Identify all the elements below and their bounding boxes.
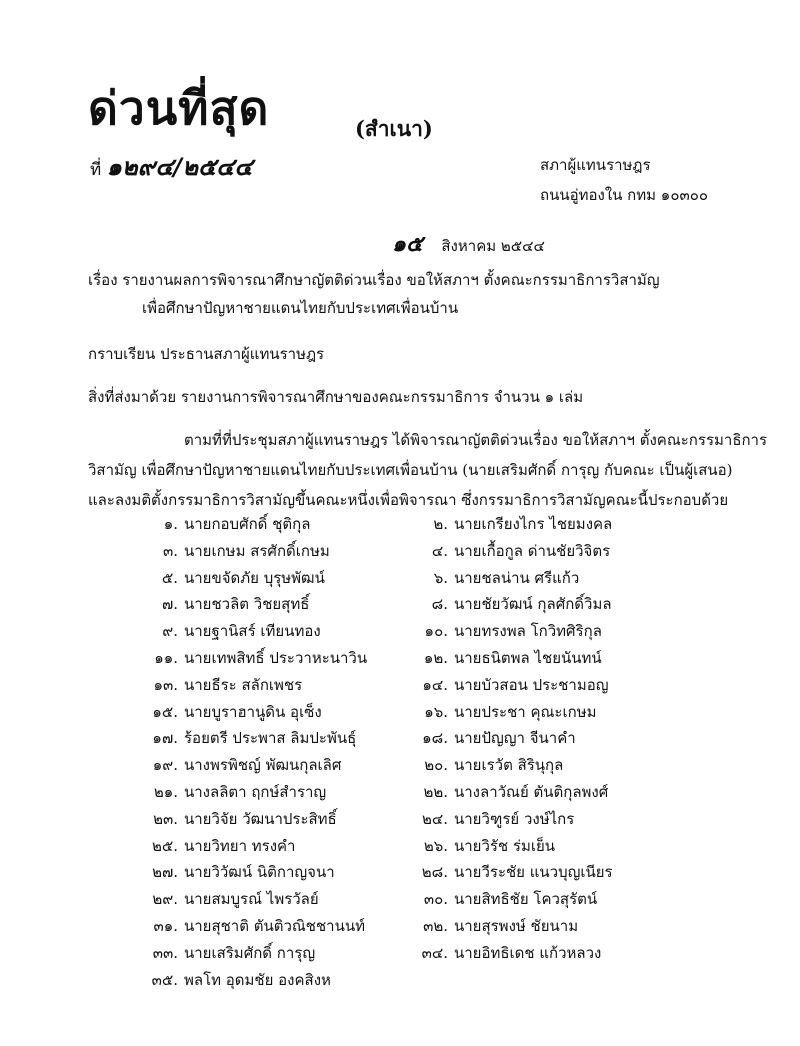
committee-member-item [410, 726, 576, 750]
member-name: นายเกื้อกูล ด่านชัยวิจิตร [454, 541, 611, 560]
committee-member-item [410, 646, 602, 670]
member-number: ๒๐. [424, 756, 448, 775]
member-name: นายธีระ สลักเพชร [184, 675, 303, 694]
committee-member-item [140, 807, 337, 831]
member-number: ๓๐. [423, 890, 448, 909]
committee-member-item [140, 914, 365, 938]
committee-member-item [140, 539, 330, 563]
member-name: นายบัวสอน ประชามอญ [454, 675, 609, 694]
member-name: นางลลิตา ฤกษ์สำราญ [184, 783, 327, 801]
committee-member-item [410, 673, 609, 697]
member-name: นายเรวัต สิรินุกุล [454, 756, 564, 775]
body-paragraph-line-1: ตามที่ที่ประชุมสภาผู้แทนราษฎร ได้พิจารณาญัตติด่วนเรื่อง ขอให้สภาฯ ตั้งคณะกรรมาธิการ [184, 431, 768, 449]
member-number: ๗. [161, 595, 178, 614]
date-day-handwritten: ๑๕ [392, 231, 423, 257]
member-number: ๒. [433, 515, 448, 533]
member-name: นางพรพิชญ์ พัฒนกุลเลิศ [184, 756, 342, 775]
copy-label: (สำเนา) [355, 116, 433, 141]
member-number: ๓๓. [152, 943, 178, 962]
member-name: นายวิจัย วัฒนาประสิทธิ์ [184, 809, 337, 828]
member-name: นายเทพสิทธิ์ ประวาหะนาวิน [184, 649, 368, 667]
member-number: ๒๑. [153, 783, 178, 801]
committee-member-item [140, 887, 319, 911]
doc-number-handwritten: ๑๒๙๔/๒๕๔๔ [106, 153, 253, 181]
member-number: ๓. [162, 541, 178, 560]
sender-address-line2: ถนนอู่ทองใน กทม ๑๐๓๐๐ [540, 186, 709, 204]
member-name: นายประชา คุณะเกษม [454, 702, 597, 721]
member-name: นายสิทธิชัย โควสุรัตน์ [454, 890, 598, 909]
member-name: นายชัยวัฒน์ กุลศักดิ์วิมล [454, 595, 612, 614]
committee-member-item [140, 968, 331, 992]
member-number: ๑๕. [152, 702, 178, 721]
member-number: ๖. [433, 568, 448, 587]
committee-member-item [140, 834, 295, 858]
member-number: ๒๖. [423, 836, 448, 855]
member-name: นายเกรียงไกร ไชยมงคล [454, 515, 613, 533]
member-number: ๒๕. [151, 836, 178, 855]
committee-member-item [140, 860, 335, 884]
member-number: ๑๗. [152, 729, 178, 748]
member-number: ๓๕. [151, 970, 178, 989]
committee-member-item [410, 539, 610, 563]
subject-line-1: เรื่อง รายงานผลการพิจารณาศึกษาญัตติด่วนเรื่อง ขอให้สภาฯ ตั้งคณะกรรมาธิการวิสามัญ [88, 271, 660, 289]
body-paragraph-line-3: และลงมติตั้งกรรมาธิการวิสามัญขึ้นคณะหนึ่งเพื่อพิจารณา ซึ่งกรรมาธิการวิสามัญคณะนี้ประกอบด้วย [88, 491, 729, 509]
member-number: ๒๒. [423, 783, 448, 801]
committee-member-item [140, 780, 326, 804]
member-name: นายเสริมศักดิ์ การุญ [184, 943, 316, 962]
member-number: ๙. [162, 622, 178, 641]
member-number: ๒๙. [152, 890, 178, 909]
member-number: ๓๑. [153, 917, 178, 935]
member-number: ๘. [431, 595, 448, 614]
committee-member-item [410, 834, 555, 858]
subject-line-2: เพื่อศึกษาปัญหาชายแดนไทยกับประเทศเพื่อนบ้าน [142, 299, 459, 317]
member-name: นายสุชาติ ตันติวณิชชานนท์ [184, 917, 365, 935]
member-number: ๓๔. [421, 943, 448, 962]
member-number: ๒๗. [152, 863, 178, 882]
member-name: นายชวลิต วิชยสุทธิ์ [184, 595, 310, 614]
committee-member-item [410, 914, 578, 938]
member-name: นายวีระชัย แนวบุญเนียร [454, 863, 613, 882]
member-name: นางลาวัณย์ ตันติกุลพงศ์ [454, 783, 609, 801]
sender-address-line1: สภาผู้แทนราษฎร [540, 156, 651, 174]
committee-member-item [410, 860, 613, 884]
urgent-heading: ด่วนที่สุด [88, 81, 270, 135]
member-name: นายธนิตพล ไชยนันทน์ [454, 649, 602, 667]
member-number: ๑๖. [424, 702, 448, 721]
enclosure-line: สิ่งที่ส่งมาด้วย รายงานการพิจารณาศึกษาของคณะกรรมาธิการ จำนวน ๑ เล่ม [88, 388, 584, 406]
committee-member-item [410, 700, 596, 724]
committee-member-item [410, 941, 601, 965]
committee-member-item [140, 941, 315, 965]
committee-member-item [410, 807, 574, 831]
member-number: ๓๒. [423, 917, 448, 935]
member-name: นายวิฑูรย์ วงษ์ไกร [454, 809, 575, 828]
committee-member-item [140, 753, 341, 777]
member-name: นายเกษม สรศักดิ์เกษม [184, 541, 330, 560]
member-number: ๑. [163, 515, 178, 533]
member-name: ร้อยตรี ประพาส ลิมปะพันธุ์ [184, 729, 357, 748]
committee-member-item [410, 592, 612, 616]
committee-member-item [140, 726, 356, 750]
member-number: ๕. [161, 568, 178, 587]
member-number: ๑๓. [153, 675, 178, 694]
committee-member-item [410, 753, 563, 777]
member-name: นายอิทธิเดช แก้วหลวง [454, 943, 602, 962]
doc-prefix: ที่ [90, 160, 102, 180]
member-number: ๑๘. [422, 729, 448, 748]
committee-member-item [410, 619, 602, 643]
committee-member-item [140, 700, 322, 724]
member-number: ๒๘. [421, 863, 448, 882]
member-name: นายทรงพล โกวิทศิริกุล [454, 622, 602, 641]
salutation: กราบเรียน ประธานสภาผู้แทนราษฎร [88, 345, 325, 363]
committee-member-item [140, 592, 309, 616]
member-name: นายชลน่าน ศรีแก้ว [454, 568, 580, 587]
member-number: ๑๒. [423, 649, 448, 667]
member-number: ๑๐. [424, 622, 448, 641]
committee-member-item [140, 673, 302, 697]
committee-member-item [410, 887, 597, 911]
member-name: นายสมบูรณ์ ไพรวัลย์ [184, 890, 319, 909]
member-name: นายสุรพงษ์ ชัยนาม [454, 917, 579, 935]
committee-member-item [140, 619, 321, 643]
member-name: นายขจัดภัย บุรุษพัฒน์ [184, 568, 325, 587]
member-number: ๑๙. [152, 756, 178, 775]
member-number: ๔. [431, 541, 448, 560]
date-month-year: สิงหาคม ๒๕๔๔ [441, 237, 545, 255]
member-name: นายกอบศักดิ์ ชุติกุล [184, 515, 311, 533]
member-number: ๒๓. [153, 809, 178, 828]
member-name: นายปัญญา จีนาคำ [454, 729, 576, 748]
member-number: ๒๔. [421, 809, 448, 828]
member-name: นายวิวัฒน์ นิติกาญจนา [184, 863, 335, 882]
member-name: นายบูราฮานูดิน อุเซ็ง [184, 702, 322, 721]
committee-member-item [410, 780, 608, 804]
committee-member-item [410, 566, 579, 590]
member-name: นายฐานิสร์ เทียนทอง [184, 622, 321, 641]
member-name: นายวิรัช ร่มเย็น [454, 836, 556, 855]
member-number: ๑๔. [422, 675, 448, 694]
committee-member-item [410, 512, 612, 536]
member-number: ๑๑. [154, 649, 178, 667]
committee-member-item [140, 566, 325, 590]
letter-date [392, 226, 545, 261]
body-paragraph-line-2: วิสามัญ เพื่อศึกษาปัญหาชายแดนไทยกับประเทศเพื่อนบ้าน (นายเสริมศักดิ์ การุญ กับคณะ เป็นผู้เสนอ) [88, 461, 733, 479]
member-name: นายวิทยา ทรงคำ [184, 836, 296, 855]
committee-member-item [140, 646, 367, 670]
committee-member-item [140, 512, 310, 536]
document-number [90, 147, 253, 186]
member-name: พลโท อุดมชัย องคสิงห [184, 970, 331, 989]
